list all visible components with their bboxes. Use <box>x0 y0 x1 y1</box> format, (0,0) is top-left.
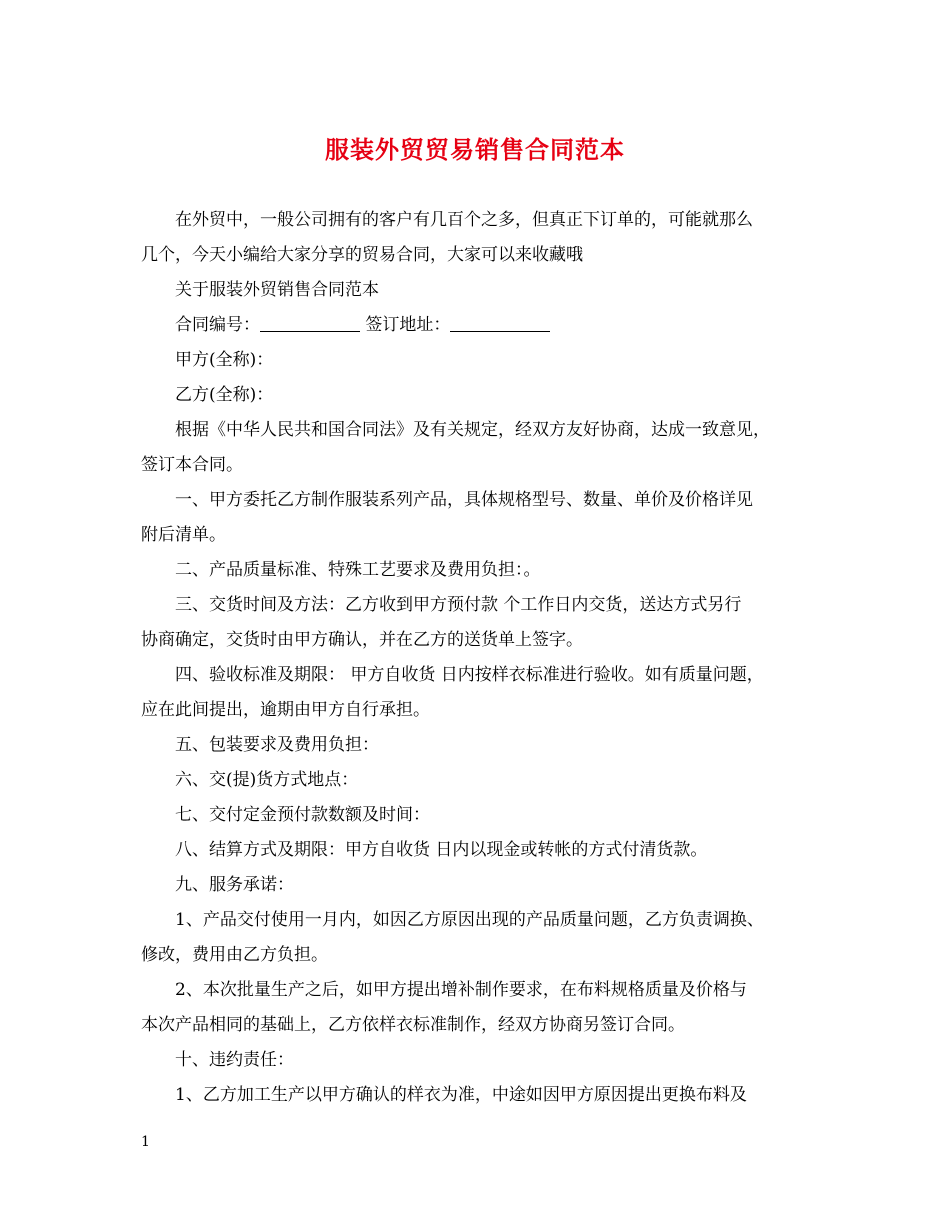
clause-3-line-2: 协商确定，交货时由甲方确认，并在乙方的送货单上签字。 <box>141 630 583 650</box>
clause-10: 十、违约责任： <box>175 1050 294 1070</box>
basis-line-1: 根据《中华人民共和国合同法》及有关规定，经双方友好协商，达成一致意见， <box>175 420 770 440</box>
clause-4-line-1: 四、验收标准及期限： 甲方自收货 日内按样衣标准进行验收。如有质量问题， <box>175 665 764 685</box>
clause-9-2-line-1: 2、本次批量生产之后，如甲方提出增补制作要求，在布料规格质量及价格与 <box>175 980 747 1000</box>
contract-number-label: 合同编号： <box>175 315 260 335</box>
clause-8: 八、结算方式及期限：甲方自收货 日内以现金或转帐的方式付清货款。 <box>175 840 708 860</box>
document-title: 服装外贸贸易销售合同范本 <box>325 135 625 164</box>
contract-info-line <box>141 308 813 343</box>
page-number: 1 <box>141 1134 150 1150</box>
clause-3-line-1: 三、交货时间及方法：乙方收到甲方预付款 个工作日内交货，送达方式另行 <box>175 595 742 615</box>
document-body <box>141 203 813 1113</box>
basis-line-2: 签订本合同。 <box>141 455 243 475</box>
contract-number-blank <box>260 313 360 332</box>
intro-paragraph-line-1: 在外贸中，一般公司拥有的客户有几百个之多，但真正下订单的，可能就那么 <box>175 210 753 230</box>
clause-10-1-line-1: 1、乙方加工生产以甲方确认的样衣为准，中途如因甲方原因提出更换布料及 <box>175 1085 747 1105</box>
clause-9-1-line-1: 1、产品交付使用一月内，如因乙方原因出现的产品质量问题，乙方负责调换、 <box>175 910 764 930</box>
party-b: 乙方(全称)： <box>175 385 274 405</box>
clause-7: 七、交付定金预付款数额及时间： <box>175 805 430 825</box>
clause-1-line-1: 一、甲方委托乙方制作服装系列产品，具体规格型号、数量、单价及价格详见 <box>175 490 753 510</box>
clause-9-1-line-2: 修改，费用由乙方负担。 <box>141 945 328 965</box>
intro-paragraph-line-2: 几个，今天小编给大家分享的贸易合同，大家可以来收藏哦 <box>141 245 583 265</box>
sign-place-blank <box>450 313 550 332</box>
clause-5: 五、包装要求及费用负担： <box>175 735 379 755</box>
clause-6: 六、交(提)货方式地点： <box>175 770 359 790</box>
sign-place-label: 签订地址： <box>365 315 451 335</box>
clause-1-line-2: 附后清单。 <box>141 525 226 545</box>
clause-4-line-2: 应在此间提出，逾期由甲方自行承担。 <box>141 700 430 720</box>
party-a: 甲方(全称)： <box>175 350 274 370</box>
clause-9-2-line-2: 本次产品相同的基础上，乙方依样衣标准制作，经双方协商另签订合同。 <box>141 1015 685 1035</box>
subtitle: 关于服装外贸销售合同范本 <box>175 280 379 300</box>
clause-9: 九、服务承诺： <box>175 875 294 895</box>
clause-2: 二、产品质量标准、特殊工艺要求及费用负担：。 <box>175 560 541 580</box>
